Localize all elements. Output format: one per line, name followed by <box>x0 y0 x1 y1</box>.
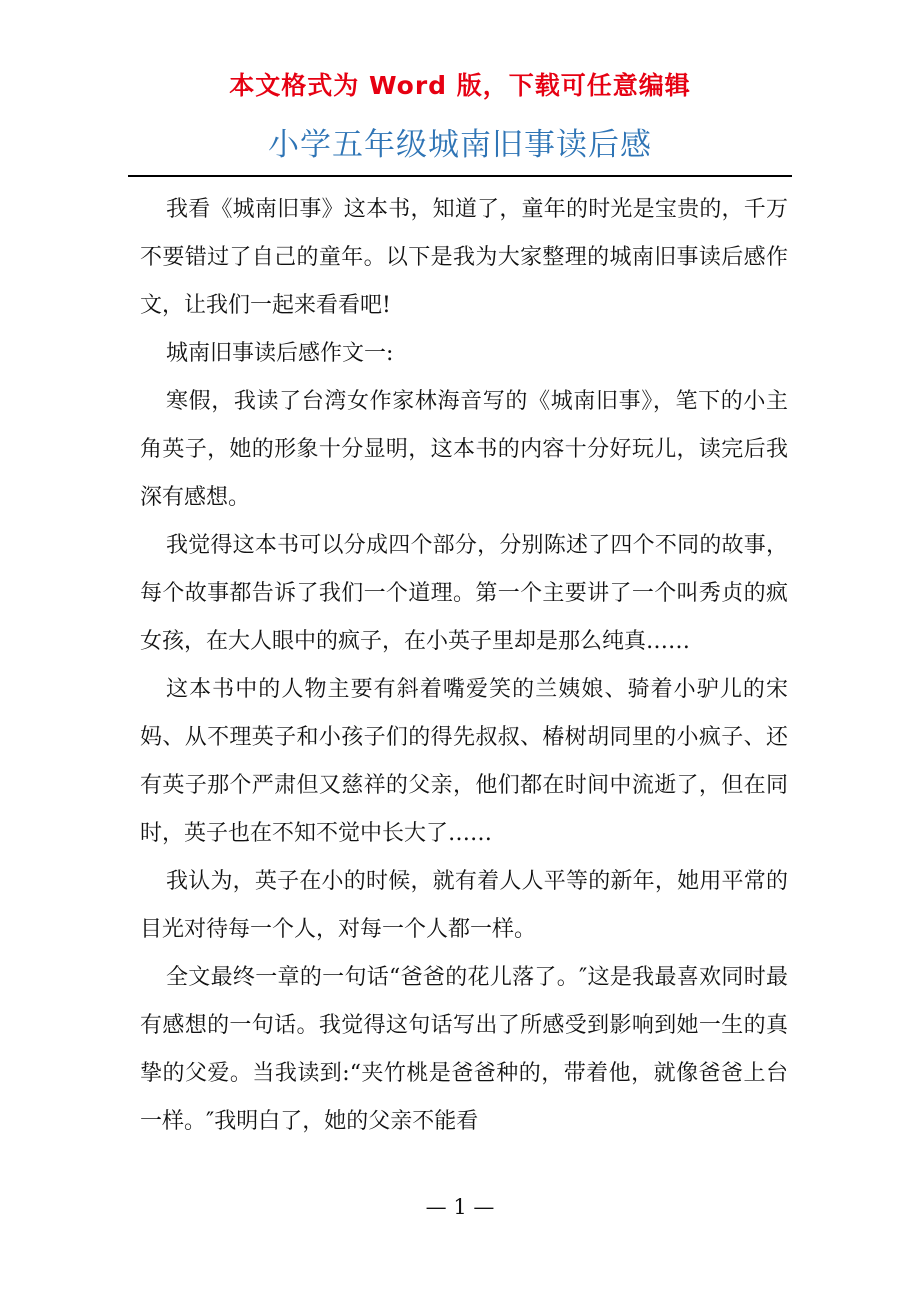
paragraph: 我认为，英子在小的时候，就有着人人平等的新年，她用平常的目光对待每一个人，对每一个人都一样。 <box>140 869 788 942</box>
paragraph: 寒假，我读了台湾女作家林海音写的《城南旧事》，笔下的小主角英子，她的形象十分显明，这本书的内容十分好玩儿，读完后我深有感想。 <box>140 389 788 510</box>
page-title: 小学五年级城南旧事读后感 <box>268 127 652 163</box>
page-number: — 1 — <box>425 1195 495 1219</box>
paragraph: 全文最终一章的一句话“爸爸的花儿落了。″这是我最喜欢同时最有感想的一句话。我觉得这句话写出了所感受到影响到她一生的真挚的父爱。当我读到:“夹竹桃是爸爸种的，带着他，就像爸爸上台一样。″我明白了，她的父亲不能看 <box>140 965 788 1134</box>
paragraph: 这本书中的人物主要有斜着嘴爱笑的兰姨娘、骑着小驴儿的宋妈、从不理英子和小孩子们的得先叔叔、椿树胡同里的小疯子、还有英子那个严肃但又慈祥的父亲，他们都在时间中流逝了，但在同时，英子也在不知不觉中长大了…… <box>140 677 788 846</box>
paragraph: 我看《城南旧事》这本书，知道了，童年的时光是宝贵的，千万不要错过了自己的童年。以下是我为大家整理的城南旧事读后感作文，让我们一起来看看吧! <box>140 197 788 318</box>
article-body <box>140 186 788 1146</box>
section-heading: 城南旧事读后感作文一: <box>166 341 394 366</box>
title-divider <box>128 175 792 177</box>
paragraph: 我觉得这本书可以分成四个部分，分别陈述了四个不同的故事，每个故事都告诉了我们一个道理。第一个主要讲了一个叫秀贞的疯女孩，在大人眼中的疯子，在小英子里却是那么纯真…… <box>140 533 788 654</box>
format-notice-banner: 本文格式为 Word 版，下载可任意编辑 <box>229 71 691 100</box>
